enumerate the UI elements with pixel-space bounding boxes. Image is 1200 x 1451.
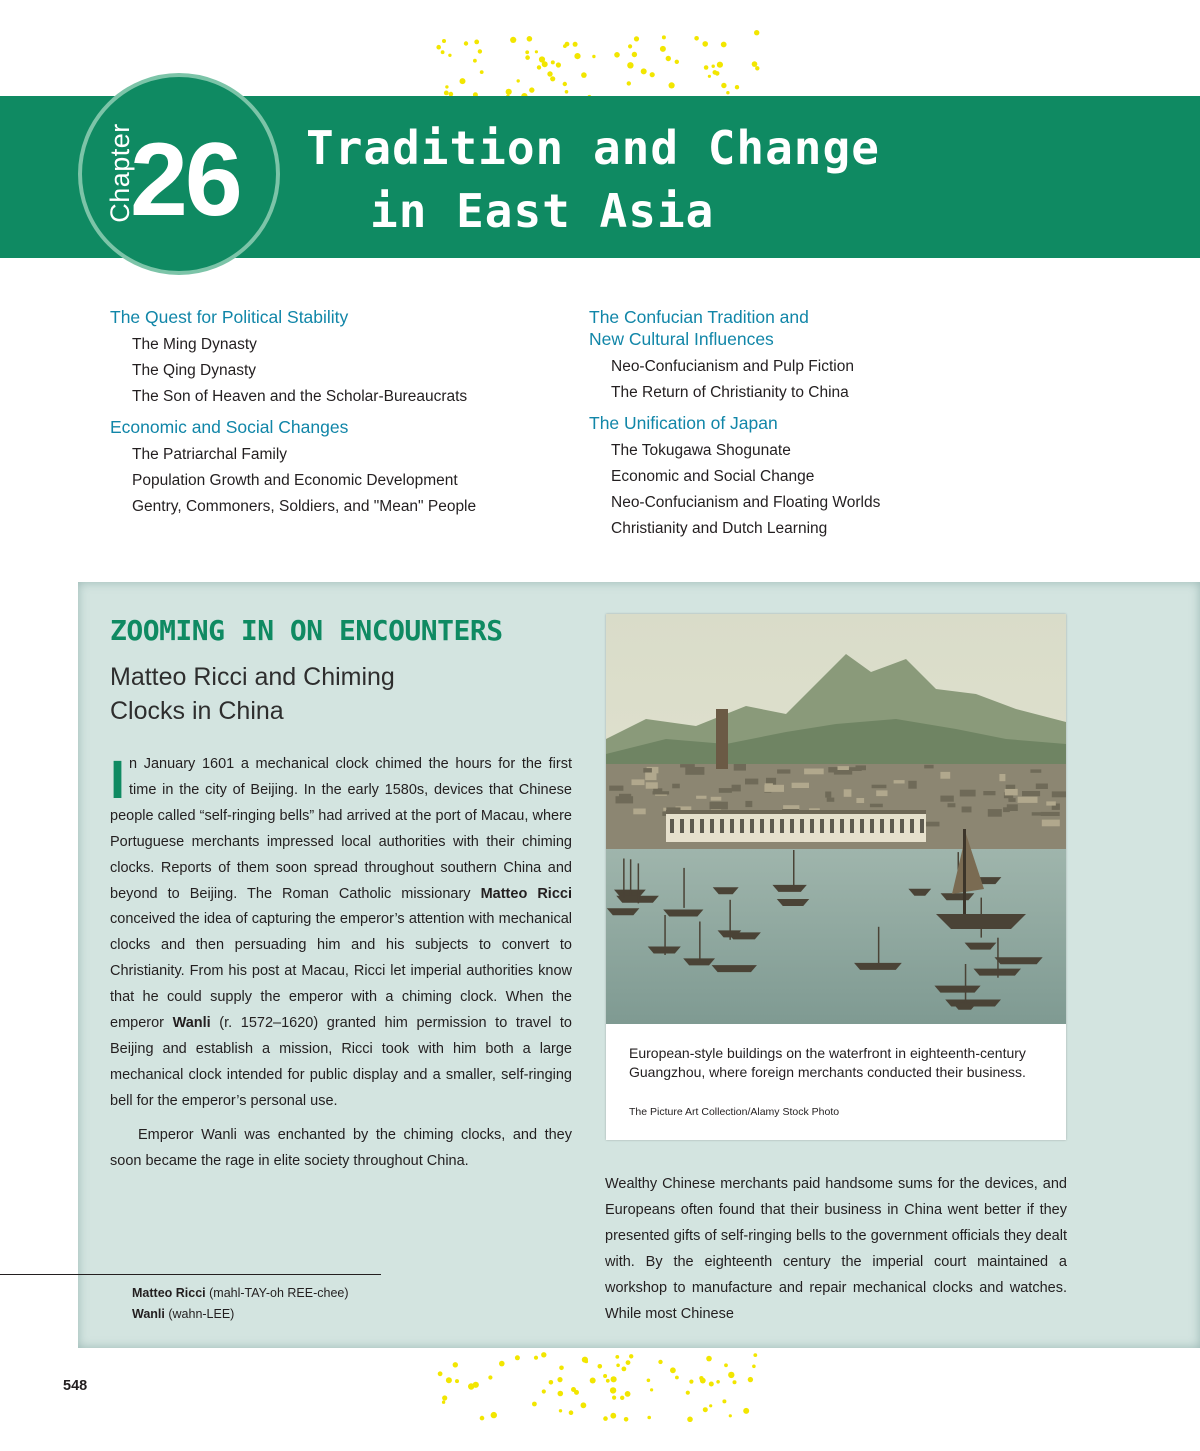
rooftop (1006, 785, 1016, 789)
chapter-title-line-2: in East Asia (370, 184, 715, 238)
outline-item: The Tokugawa Shogunate (611, 442, 791, 459)
rooftop (804, 769, 824, 775)
rooftop (962, 807, 972, 813)
photo-credit: The Picture Art Collection/Alamy Stock Photo (629, 1106, 840, 1118)
body-text-run: conceived the idea of capturing the emperor’s attention with mechanical clocks and then persuading him and his subjects to convert to Christianity. From his post at Macau, Ricci let imperial authorities know that he could supply the emperor with a chiming clock. When the emperor (110, 911, 572, 1032)
building-window (920, 819, 924, 833)
decorative-dot (743, 1408, 749, 1414)
decorative-dot (610, 1387, 616, 1393)
rooftop (924, 765, 933, 769)
decorative-dot (474, 40, 479, 45)
building-window (780, 819, 784, 833)
outline-item: The Son of Heaven and the Scholar-Bureaucrats (132, 388, 468, 405)
outline-list (110, 332, 550, 410)
decorative-dot (728, 1372, 734, 1378)
rooftop (1005, 789, 1018, 796)
feature-subtitle-line: Clocks in China (110, 697, 284, 725)
rooftop (732, 785, 741, 792)
outline-item: The Patriarchal Family (132, 446, 288, 463)
decorative-dot (703, 1407, 708, 1412)
decorative-dot (628, 44, 632, 48)
decorative-dot (517, 79, 520, 82)
feature-subtitle (110, 660, 570, 728)
building-window (800, 819, 804, 833)
outline-heading-line: New Cultural Influences (589, 329, 774, 349)
decorative-dot (590, 1378, 596, 1384)
decorative-dot (699, 1376, 703, 1380)
decorative-dot (603, 1416, 608, 1421)
outline-item: The Ming Dynasty (132, 336, 257, 353)
boat-mast (878, 927, 880, 967)
building-window (760, 819, 764, 833)
decorative-dot (444, 91, 449, 96)
decorative-dot (573, 42, 578, 47)
boat-mast (630, 859, 632, 899)
body-paragraph (110, 752, 572, 1115)
rooftop (633, 809, 645, 815)
decorative-dot (724, 1363, 728, 1367)
building-window (870, 819, 874, 833)
decorative-dot (525, 55, 530, 60)
chapter-outline-left (110, 306, 550, 526)
decorative-dot (606, 1379, 610, 1383)
rooftop (844, 789, 852, 797)
decorative-dot (556, 62, 561, 67)
boat (934, 986, 980, 993)
rooftop (1042, 820, 1060, 827)
decorative-dot (574, 1390, 579, 1395)
decorative-dot (488, 1375, 492, 1379)
rooftop (745, 801, 752, 807)
building-window (710, 819, 714, 833)
rooftop (849, 767, 862, 771)
feature-body-right: Wealthy Chinese merchants paid handsome sums for the devices, and Europeans often found that their business in China went better if they presented gifts of self-ringing bells to the government officials they dealt with. By the eighteenth century the imperial court maintained a workshop to manufacture and repair mechanical clocks and watches. While most Chinese (605, 1176, 1067, 1322)
rooftop (619, 794, 631, 800)
decorative-dot (442, 39, 446, 43)
rooftop (1046, 801, 1056, 805)
rooftop (632, 779, 645, 785)
rooftop (711, 797, 722, 801)
rooftop (764, 785, 784, 792)
building-window (840, 819, 844, 833)
decorative-dot (647, 1416, 651, 1420)
decorative-dots-top (436, 30, 766, 102)
rooftop (734, 764, 746, 771)
building-window (790, 819, 794, 833)
building-window (820, 819, 824, 833)
decorative-dot (446, 1377, 452, 1383)
decorative-dot (569, 1410, 574, 1415)
rooftop (983, 791, 995, 795)
building-window (910, 819, 914, 833)
decorative-dots-bottom (436, 1352, 766, 1422)
rooftop (696, 796, 706, 799)
rooftop (609, 786, 623, 791)
decorative-dot (438, 1371, 443, 1376)
decorative-dot (625, 1391, 631, 1397)
rooftop (777, 769, 790, 773)
decorative-dot (563, 44, 567, 48)
decorative-dot (453, 1362, 458, 1367)
boat (663, 910, 703, 917)
outline-heading (589, 306, 1029, 350)
body-text-run: n January 1601 a mechanical clock chimed the hours for the first time in the city of Beijing. In the early 1580s, devices that Chinese people called “self-ringing bells” had arrived at the port of Macau, where Portuguese merchants impressed local authorities with their chiming clocks. Reports of them soon spread throughout southern China and beyond to Beijing. The Roman Catholic missionary (110, 756, 572, 902)
rooftop (940, 772, 950, 779)
decorative-dot (716, 1380, 720, 1384)
building-window (690, 819, 694, 833)
decorative-dot (634, 36, 639, 41)
decorative-dot (722, 1399, 726, 1403)
building-window (680, 819, 684, 833)
building-window (770, 819, 774, 833)
outline-heading: The Unification of Japan (589, 413, 778, 433)
boat (712, 965, 757, 972)
rooftop (685, 767, 704, 775)
outline-list (589, 438, 1029, 542)
rooftop (876, 790, 887, 796)
decorative-dot (687, 1417, 693, 1423)
rooftop (745, 779, 758, 785)
decorative-dot (715, 71, 720, 76)
body-paragraph: Emperor Wanli was enchanted by the chiming clocks, and they soon became the rage in elite society throughout China. (110, 1126, 572, 1169)
footnote (132, 1283, 349, 1304)
chapter-number: 26 (130, 122, 240, 238)
decorative-dot (559, 1366, 564, 1371)
decorative-dot (709, 1404, 712, 1407)
decorative-dot (675, 1376, 679, 1380)
decorative-dot (669, 82, 675, 88)
pronunciation-footnotes (132, 1283, 349, 1325)
boat (995, 957, 1043, 964)
body-text-run: (r. 1572–1620) granted him permission to travel to Beijing and establish a mission, Ricci took with him both a large mechanical clock intended for public display and a smaller, self-ringing bell for the emperor’s personal use. (110, 1015, 572, 1109)
building-window (850, 819, 854, 833)
rooftop (838, 766, 849, 770)
building-window (860, 819, 864, 833)
decorative-dot (478, 49, 482, 53)
footnote-pronunciation: (mahl-TAY-oh REE-chee) (205, 1286, 349, 1300)
decorative-dot (632, 52, 637, 57)
decorative-dot (670, 1367, 676, 1373)
outline-item: Neo-Confucianism and Floating Worlds (611, 494, 881, 511)
decorative-dot (752, 1365, 756, 1369)
rooftop (1036, 784, 1048, 790)
decorative-dot (615, 1355, 619, 1359)
boat-mast (699, 922, 701, 962)
chapter-label: Chapter (105, 123, 135, 223)
rooftop (1030, 769, 1041, 772)
photo-caption: European-style buildings on the waterfront in eighteenth-century Guangzhou, where foreign merchants conducted their business. (629, 1045, 1026, 1080)
outline-item: Gentry, Commoners, Soldiers, and "Mean" People (132, 498, 477, 515)
decorative-dot (532, 1402, 537, 1407)
rooftop (925, 822, 940, 827)
decorative-dot (480, 1416, 485, 1421)
boat-mast (664, 915, 666, 955)
decorative-dot (733, 1380, 737, 1384)
decorative-dot (603, 1374, 607, 1378)
rooftop (870, 804, 883, 808)
building-window (740, 819, 744, 833)
key-term: Matteo Ricci (480, 885, 572, 902)
decorative-dot (529, 87, 534, 92)
decorative-dot (647, 1379, 651, 1383)
rooftop (940, 796, 953, 802)
decorative-dot (557, 1377, 562, 1382)
decorative-dot (706, 1356, 712, 1362)
decorative-dot (704, 65, 709, 70)
decorative-dot (627, 81, 631, 85)
decorative-dot (455, 1379, 459, 1383)
boat (616, 896, 659, 903)
decorative-dot (558, 1391, 564, 1397)
rooftop (999, 774, 1005, 781)
outline-item: Neo-Confucianism and Pulp Fiction (611, 358, 854, 375)
decorative-dot (448, 54, 451, 57)
decorative-dot (527, 36, 533, 42)
building-window (880, 819, 884, 833)
rooftop (672, 784, 680, 789)
decorative-dot (616, 1364, 620, 1368)
decorative-dot (658, 1360, 662, 1364)
decorative-dot (612, 1396, 616, 1400)
rooftop (646, 782, 658, 788)
decorative-dot (445, 85, 448, 88)
boat-mast (793, 850, 795, 890)
decorative-dot (660, 46, 666, 52)
rooftop (1041, 812, 1060, 816)
decorative-dot (675, 60, 679, 64)
footnote (132, 1304, 349, 1325)
chapter-outline-right (589, 306, 1029, 548)
rooftop (908, 781, 916, 789)
building-window (700, 819, 704, 833)
decorative-dot (442, 1401, 445, 1404)
decorative-dot (534, 1356, 538, 1360)
decorative-dot (729, 1414, 732, 1417)
decorative-dot (535, 50, 538, 53)
footnote-term: Matteo Ricci (132, 1286, 206, 1300)
decorative-dot (515, 1355, 520, 1360)
rooftop (1007, 804, 1018, 811)
rooftop (719, 788, 732, 793)
rooftop (1008, 798, 1015, 802)
decorative-dot (721, 42, 727, 48)
rooftop (643, 768, 652, 773)
rooftop (872, 785, 887, 789)
decorative-dot (626, 1360, 631, 1365)
outline-heading: Economic and Social Changes (110, 417, 349, 437)
decorative-dot (436, 45, 441, 50)
decorative-dot (565, 90, 569, 94)
building-window (810, 819, 814, 833)
decorative-dot (585, 1360, 589, 1364)
page-number: 548 (63, 1378, 88, 1394)
decorative-dot (547, 71, 552, 76)
decorative-dot (650, 1388, 653, 1391)
boat-mast (965, 964, 967, 1004)
rooftop (783, 805, 799, 809)
boat-mast (623, 859, 625, 899)
decorative-dot (748, 1377, 753, 1382)
decorative-dot (549, 1380, 554, 1385)
footnote-rule (0, 1274, 381, 1275)
decorative-dot (620, 1396, 624, 1400)
boat-mast (638, 863, 640, 903)
decorative-dot (689, 1380, 693, 1384)
decorative-dot (480, 70, 484, 74)
key-term: Wanli (172, 1015, 211, 1032)
decorative-dot (510, 37, 516, 43)
decorative-dot (442, 1395, 447, 1400)
decorative-dot (735, 85, 739, 89)
decorative-dot (611, 1376, 617, 1382)
decorative-dot (686, 1391, 690, 1395)
building-window (900, 819, 904, 833)
decorative-dot (726, 91, 729, 94)
decorative-dot (559, 1409, 562, 1412)
feature-kicker: ZOOMING IN ON ENCOUNTERS (110, 614, 503, 647)
building-window (750, 819, 754, 833)
decorative-dot (708, 75, 711, 78)
boat-mast (683, 868, 685, 908)
building-window (890, 819, 894, 833)
rooftop (1022, 791, 1040, 796)
decorative-dot (755, 66, 759, 70)
decorative-dot (441, 50, 445, 54)
decorative-dot (542, 1389, 546, 1393)
rooftop (827, 798, 835, 802)
decorative-dot (499, 1361, 505, 1367)
outline-heading-line: The Confucian Tradition and (589, 307, 809, 327)
decorative-dot (627, 62, 633, 68)
decorative-dot (506, 89, 512, 95)
decorative-dot (666, 56, 671, 61)
outline-item: Economic and Social Change (611, 468, 815, 485)
boat (772, 885, 806, 892)
decorative-dot (694, 36, 699, 41)
decorative-dot (581, 1402, 587, 1408)
rooftop (710, 802, 728, 810)
footnote-term: Wanli (132, 1307, 165, 1321)
drop-cap: I (110, 750, 126, 810)
decorative-dot (709, 1382, 714, 1387)
rooftop (828, 767, 838, 772)
rooftop (680, 764, 695, 767)
rooftop (645, 773, 656, 781)
decorative-dot (721, 83, 726, 88)
decorative-dot (598, 1364, 603, 1369)
decorative-dot (473, 59, 477, 63)
decorative-dot (754, 30, 759, 35)
rooftop (653, 791, 670, 794)
decorative-dot (525, 50, 529, 54)
building-window (670, 819, 674, 833)
decorative-dot (581, 72, 587, 78)
decorative-dot (563, 82, 567, 86)
guangzhou-waterfront-painting (606, 614, 1066, 1024)
rooftop (894, 780, 905, 783)
decorative-dot (629, 1354, 633, 1358)
decorative-dot (610, 1413, 616, 1419)
building-window (730, 819, 734, 833)
outline-list (110, 442, 550, 520)
decorative-dot (551, 60, 555, 64)
decorative-dot (464, 41, 468, 45)
outline-item: The Return of Christianity to China (611, 384, 849, 401)
rooftop (1018, 797, 1038, 803)
decorative-dot (717, 62, 723, 68)
rooftop (1052, 791, 1066, 797)
decorative-dot (622, 1367, 627, 1372)
rooftop (988, 809, 1002, 817)
decorative-dot (592, 55, 595, 58)
rooftop (792, 783, 809, 788)
decorative-dot (641, 68, 647, 74)
decorative-dot (550, 76, 555, 81)
decorative-dot (614, 52, 620, 58)
decorative-dot (574, 53, 580, 59)
outline-item: Population Growth and Economic Development (132, 472, 458, 489)
rooftop (960, 790, 976, 797)
outline-item: The Qing Dynasty (132, 362, 257, 379)
outline-heading: The Quest for Political Stability (110, 307, 349, 327)
decorative-dot (753, 1353, 757, 1357)
feature-subtitle-line: Matteo Ricci and Chiming (110, 663, 395, 691)
rooftop (825, 792, 831, 798)
decorative-dot (491, 1412, 497, 1418)
boat-mast (997, 938, 999, 978)
building-window (720, 819, 724, 833)
decorative-dot (752, 61, 758, 67)
photo-card (606, 614, 1066, 1140)
decorative-dot (473, 1382, 479, 1388)
outline-list (589, 354, 1029, 406)
decorative-dot (537, 65, 541, 69)
rooftop (856, 798, 864, 803)
decorative-dot (460, 78, 466, 84)
decorative-dot (712, 65, 715, 68)
decorative-dot (624, 1417, 629, 1422)
building-window (830, 819, 834, 833)
decorative-dot (541, 1352, 546, 1357)
decorative-dot (539, 56, 545, 62)
rooftop (948, 803, 956, 807)
footnote-pronunciation: (wahn-LEE) (164, 1307, 235, 1321)
decorative-dot (702, 41, 708, 47)
decorative-dot (662, 35, 666, 39)
decorative-dot (650, 72, 655, 77)
chapter-title-line-1: Tradition and Change (306, 121, 880, 175)
outline-item: Christianity and Dutch Learning (611, 520, 828, 537)
feature-body-left (110, 752, 572, 1175)
